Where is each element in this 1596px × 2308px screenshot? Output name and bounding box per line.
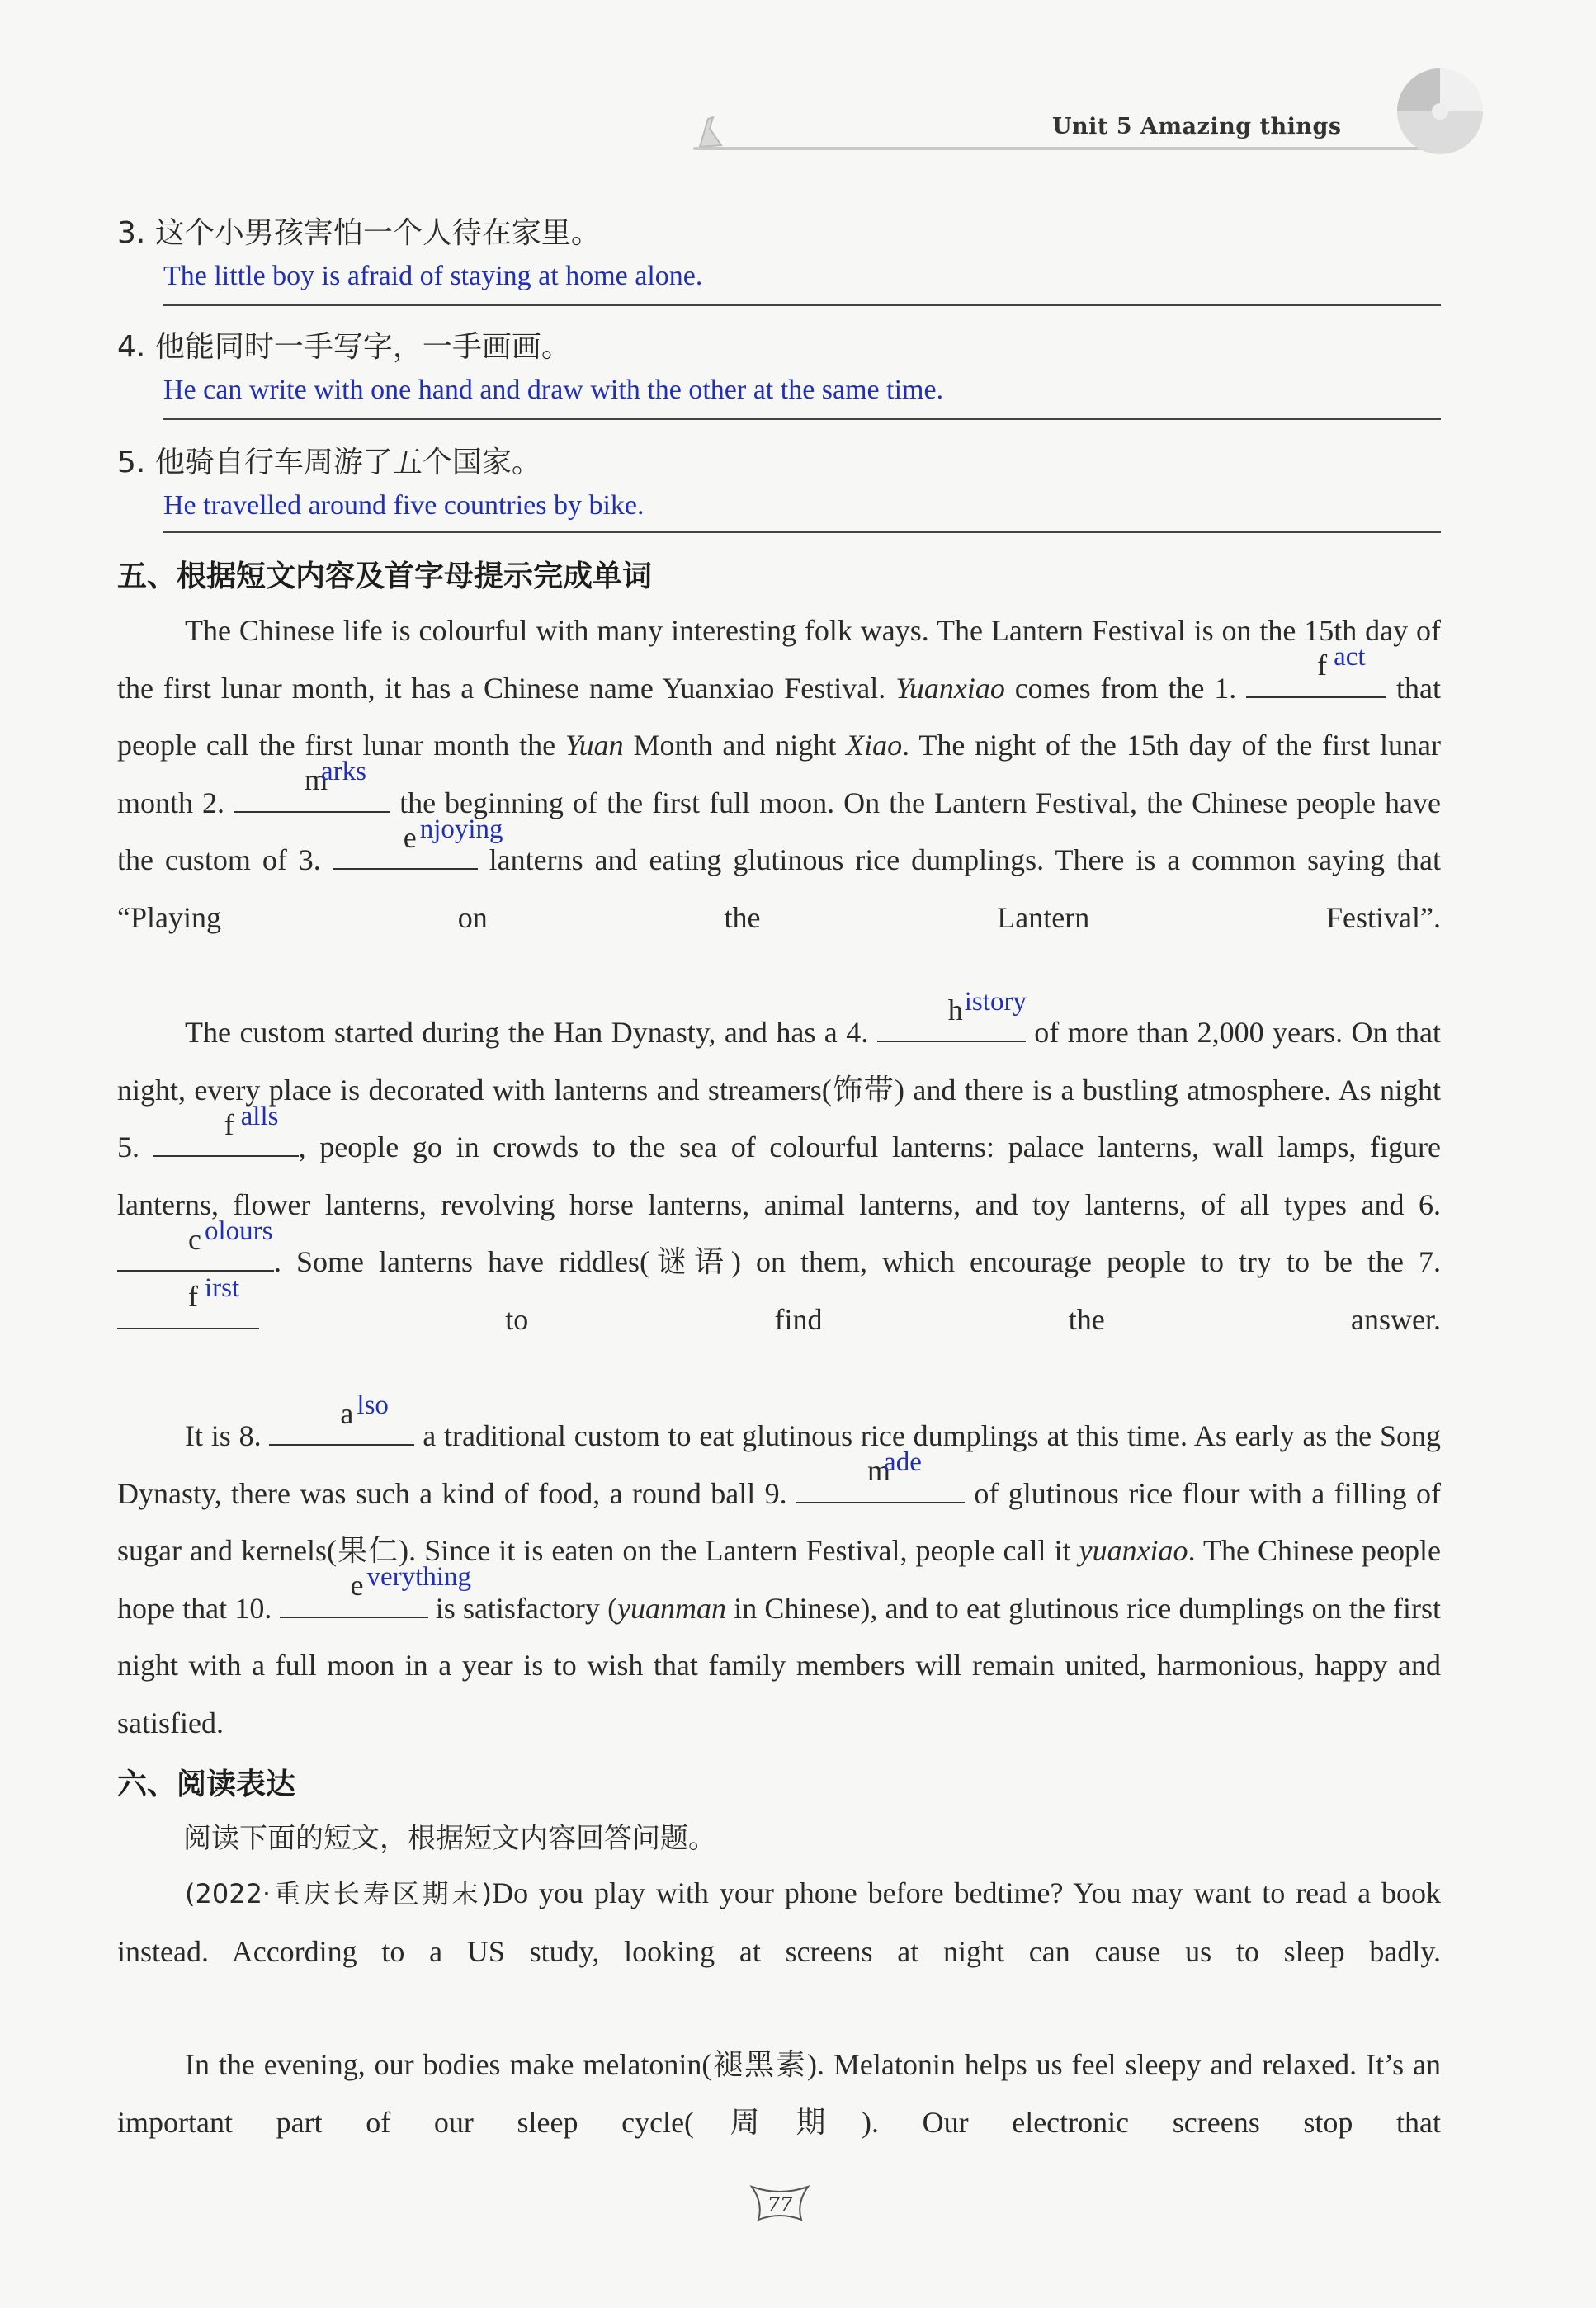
translation-item-3 <box>117 210 1441 309</box>
answer-line <box>163 418 1441 420</box>
bird-icon <box>693 114 726 150</box>
blank-8[interactable]: a lso <box>269 1411 414 1446</box>
answer-text: He can write with one hand and draw with the other at the same time. <box>163 375 944 405</box>
blank-9[interactable]: m ade <box>796 1469 965 1503</box>
section-5-title: 五、根据短文内容及首字母提示完成单词 <box>117 559 653 593</box>
answer-text: The little boy is afraid of staying at home alone. <box>163 261 703 291</box>
blank-5[interactable]: f alls <box>153 1122 299 1157</box>
question-text: 3. 这个小男孩害怕一个人待在家里。 <box>117 216 601 250</box>
blank-3[interactable]: e njoying <box>333 835 478 870</box>
header-rule <box>693 147 1436 150</box>
reading-paragraph-2: In the evening, our bodies make melatonin(褪黑素). Melatonin helps us feel sleepy and relaxed. It’s an important part of our sleep cycle(周期). Our electronic screens stop that <box>117 2048 1441 2139</box>
translation-item-5 <box>117 439 1441 538</box>
answer-line <box>163 304 1441 306</box>
reading-instruction: 阅读下面的短文，根据短文内容回答问题。 <box>183 1822 716 1855</box>
blank-6[interactable]: c olours <box>117 1237 274 1272</box>
passage-paragraph-2: The custom started during the Han Dynasty, and has a 4. h istory of more than 2,000 years. On that night, every place is decorated with lanterns and streamers(饰带) and there is a bustling atmosphere. As night 5. f alls , people go in crowds to the sea of colourful lanterns: palace lanterns, wall lamps, figure lanterns, flower lanterns, revolving horse lanterns, animal lanterns, and toy lanterns, of all types and 6. c olours . Some lanterns have riddles(谜语) on them, which encourage people to try to be the 7. f irst to find the answer. <box>117 986 1442 1336</box>
blank-4[interactable]: h istory <box>877 1008 1026 1042</box>
question-text: 5. 他骑自行车周游了五个国家。 <box>117 446 541 479</box>
disc-decoration-icon <box>1395 66 1485 157</box>
unit-title: Unit 5 Amazing things <box>1052 114 1342 139</box>
translation-item-4 <box>117 323 1441 422</box>
blank-2[interactable]: m arks <box>234 778 390 813</box>
reading-paragraph-1: (2022·重庆长寿区期末)Do you play with your phone before bedtime? You may want to read a book instead. According to a US study, looking at screens at night can cause us to sleep badly. <box>117 1876 1441 1968</box>
source-tag: (2022·重庆长寿区期末) <box>185 1878 493 1909</box>
answer-line <box>163 531 1441 533</box>
blank-1[interactable]: f act <box>1246 663 1386 698</box>
blank-10[interactable]: e verything <box>280 1584 428 1618</box>
question-text: 4. 他能同时一手写字，一手画画。 <box>117 330 571 364</box>
page-number: 77 <box>767 2193 793 2216</box>
passage-paragraph-3: It is 8. a lso a traditional custom to eat glutinous rice dumplings at this time. As early as the Song Dynasty, there was such a kind of food, a round ball 9. m ade of glutinous rice flour with a filling of sugar and kernels(果仁). Since it is eaten on the Lantern Festival, people call it yuanxiao. The Chinese people hope that 10. e verything is satisfactory (yuanman in Chinese), and to eat glutinous rice dumplings on the first night with a full moon in a year is to wish that family members will remain united, harmonious, happy and satisfied. <box>117 1390 1442 1739</box>
blank-7[interactable]: f irst <box>117 1295 259 1329</box>
answer-text: He travelled around five countries by bike. <box>163 490 645 521</box>
passage-paragraph-1: The Chinese life is colourful with many interesting folk ways. The Lantern Festival is on the 15th day of the first lunar month, it has a Chinese name Yuanxiao Festival. Yuanxiao comes from the 1. f act that people call the first lunar month the Yuan Month and night Xiao. The night of the 15th day of the first lunar month 2. m arks the beginning of the first full moon. On the Lantern Festival, the Chinese people have the custom of 3. e njoying lanterns and eating glutinous rice dumplings. There is a common saying that “Playing on the Lantern Festival”. <box>117 614 1442 934</box>
section-6-title: 六、阅读表达 <box>117 1768 296 1801</box>
